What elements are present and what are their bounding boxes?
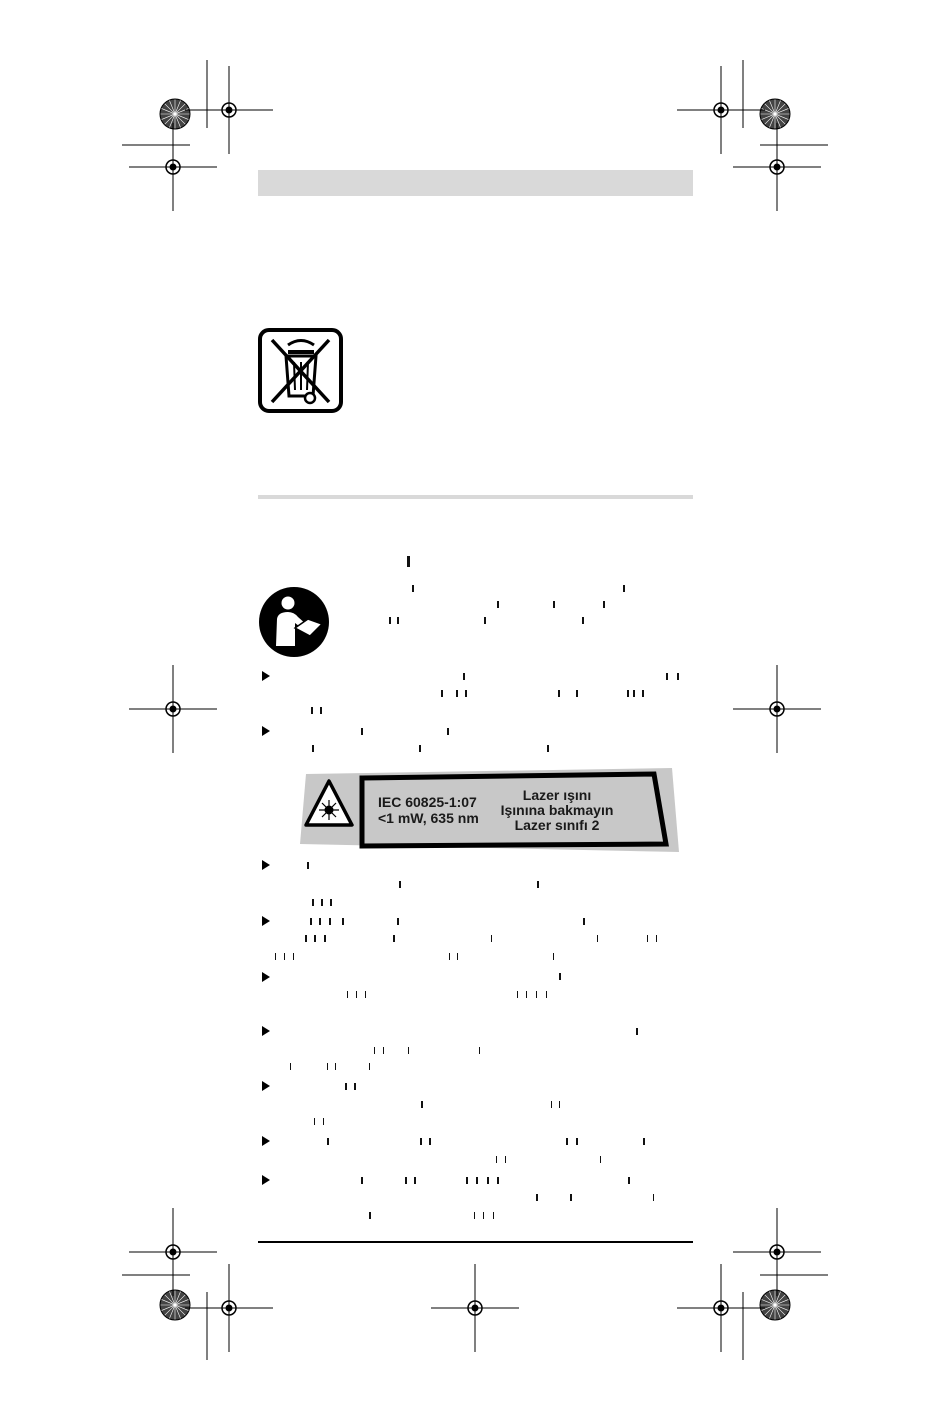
laser-power-text: <1 mW, 635 nm (378, 810, 479, 826)
bullet-triangle-icon (262, 916, 270, 926)
section-divider (258, 495, 693, 499)
read-manual-icon (258, 586, 330, 658)
crossed-out-wheelie-bin-icon (258, 328, 343, 413)
bullet-triangle-icon (262, 860, 270, 870)
bullet-triangle-icon (262, 972, 270, 982)
bullet-triangle-icon (262, 1026, 270, 1036)
bullet-triangle-icon (262, 1081, 270, 1091)
footer-rule (258, 1241, 693, 1243)
laser-warning-text: Işınına bakmayın (500, 802, 614, 818)
header-bar (258, 170, 693, 196)
laser-warning-label (296, 766, 680, 854)
laser-title-text: Lazer ışını (522, 787, 592, 803)
laser-standard-text: IEC 60825-1:07 (378, 794, 477, 810)
laser-class-text: Lazer sınıfı 2 (514, 817, 600, 833)
bullet-triangle-icon (262, 1175, 270, 1185)
bullet-triangle-icon (262, 726, 270, 736)
bullet-triangle-icon (262, 1136, 270, 1146)
bullet-triangle-icon (262, 671, 270, 681)
laser-warning-icon (304, 778, 354, 830)
